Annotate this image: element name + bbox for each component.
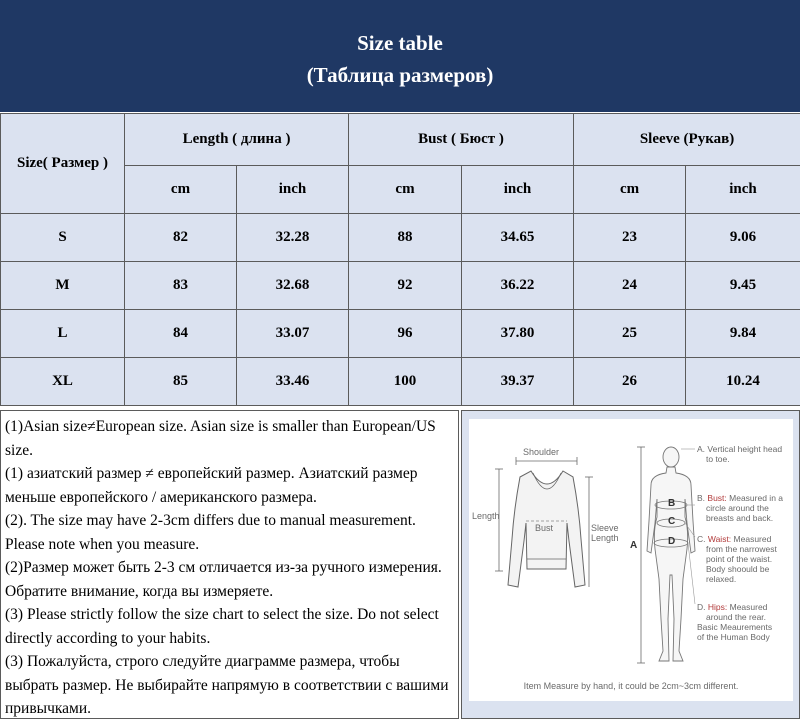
bust-header-cell: Bust ( Бюст ) xyxy=(349,114,574,166)
shoulder-arrow xyxy=(516,457,577,465)
note-bust-prefix: B. xyxy=(697,493,708,503)
value-cell: 33.07 xyxy=(237,310,349,358)
length-header-cell: Length ( длина ) xyxy=(125,114,349,166)
note-height xyxy=(697,444,782,464)
size-table xyxy=(0,113,800,406)
sleeve-header-cell: Sleeve (Рукав) xyxy=(574,114,800,166)
sleeve-label: Sleeve xyxy=(591,523,619,533)
note-hips-highlight: Hips: xyxy=(707,602,728,612)
unit-cell: cm xyxy=(125,166,237,214)
value-cell: 9.06 xyxy=(686,214,800,262)
note-hips-line-2: around the rear. xyxy=(706,612,767,622)
note-waist-line-4: Body shoould be xyxy=(706,564,770,574)
size-header-cell: Size( Размер ) xyxy=(1,114,125,214)
note-waist xyxy=(697,534,777,584)
table-row xyxy=(1,358,800,406)
note-height-line-1: A. Vertical height head xyxy=(697,444,783,454)
note-bust xyxy=(697,493,783,523)
note-waist-prefix: C. xyxy=(697,534,708,544)
table-row xyxy=(1,262,800,310)
bust-label: Bust xyxy=(535,523,554,533)
note-1-en: (1)Asian size≠European size. Asian size is smaller than European/US size. xyxy=(5,418,436,459)
unit-cell: cm xyxy=(574,166,686,214)
letter-d: D xyxy=(668,536,676,547)
letter-b: B xyxy=(668,498,676,509)
title-english: Size table xyxy=(357,31,443,55)
note-hips-text: Measured xyxy=(727,602,768,612)
title-russian: (Таблица размеров) xyxy=(306,63,494,87)
size-label-cell: M xyxy=(1,262,125,310)
note-1-ru: (1) азиатский размер ≠ европейский размер. Азиатский размер меньше европейского / американского размера. xyxy=(5,465,418,506)
note-bust-text: Measured in a xyxy=(726,493,784,503)
unit-cell: inch xyxy=(686,166,800,214)
value-cell: 26 xyxy=(574,358,686,406)
value-cell: 92 xyxy=(349,262,462,310)
note-waist-highlight: Waist: xyxy=(707,534,732,544)
letter-c: C xyxy=(668,516,676,527)
value-cell: 36.22 xyxy=(462,262,574,310)
title-banner xyxy=(0,0,800,112)
unit-cell: cm xyxy=(349,166,462,214)
value-cell: 33.46 xyxy=(237,358,349,406)
note-bust-line-1 xyxy=(697,493,783,503)
length-label: Length xyxy=(472,511,500,521)
note-waist-line-1 xyxy=(697,534,777,544)
notes-panel xyxy=(0,410,459,719)
unit-cell: inch xyxy=(462,166,574,214)
value-cell: 85 xyxy=(125,358,237,406)
value-cell: 96 xyxy=(349,310,462,358)
height-arrow xyxy=(637,447,645,663)
value-cell: 23 xyxy=(574,214,686,262)
value-cell: 25 xyxy=(574,310,686,358)
value-cell: 32.68 xyxy=(237,262,349,310)
table-row xyxy=(1,214,800,262)
note-hips-line-3: Basic Meaurements xyxy=(697,622,773,632)
note-waist-line-2: from the narrowest xyxy=(706,544,777,554)
value-cell: 88 xyxy=(349,214,462,262)
size-label-cell: S xyxy=(1,214,125,262)
value-cell: 32.28 xyxy=(237,214,349,262)
size-label-cell: L xyxy=(1,310,125,358)
note-3-en: (3) Please strictly follow the size chart to select the size. Do not select directly according to your habits. xyxy=(5,606,439,647)
value-cell: 100 xyxy=(349,358,462,406)
size-label-cell: XL xyxy=(1,358,125,406)
value-cell: 84 xyxy=(125,310,237,358)
value-cell: 39.37 xyxy=(462,358,574,406)
sleeve-length-label: Length xyxy=(591,533,619,543)
value-cell: 9.45 xyxy=(686,262,800,310)
note-bust-line-3: breasts and back. xyxy=(706,513,774,523)
note-3-ru: (3) Пожалуйста, строго следуйте диаграмме размера, чтобы выбрать размер. Не выбирайте напрямую в соответствии с вашими привычками. xyxy=(5,653,449,717)
body-outline xyxy=(647,447,695,661)
note-hips-line-4: of the Human Body xyxy=(697,632,770,642)
note-hips-line-1 xyxy=(697,602,772,612)
note-bust-highlight: Bust: xyxy=(707,493,727,503)
note-waist-line-3: point of the waist. xyxy=(706,554,773,564)
value-cell: 82 xyxy=(125,214,237,262)
letter-a: A xyxy=(630,540,638,551)
measurement-diagram xyxy=(469,419,793,701)
value-cell: 37.80 xyxy=(462,310,574,358)
measure-disclaimer: Item Measure by hand, it could be 2cm~3cm different. xyxy=(523,681,739,691)
note-2-ru: (2)Размер может быть 2-3 см отличается из-за ручного измерения. Обратите внимание, когда вы измеряете. xyxy=(5,559,442,600)
value-cell: 9.84 xyxy=(686,310,800,358)
note-waist-line-5: relaxed. xyxy=(706,574,737,584)
value-cell: 83 xyxy=(125,262,237,310)
unit-cell: inch xyxy=(237,166,349,214)
shoulder-label: Shoulder xyxy=(523,447,560,457)
note-waist-text: Measured xyxy=(731,534,772,544)
note-hips xyxy=(697,602,772,642)
value-cell: 10.24 xyxy=(686,358,800,406)
measurement-diagram-panel xyxy=(461,410,800,719)
table-row xyxy=(1,310,800,358)
note-2-en: (2). The size may have 2-3cm differs due to manual measurement. Please note when you measure. xyxy=(5,512,416,553)
note-height-line-2: to toe. xyxy=(706,454,730,464)
value-cell: 24 xyxy=(574,262,686,310)
note-bust-line-2: circle around the xyxy=(706,503,769,513)
value-cell: 34.65 xyxy=(462,214,574,262)
note-hips-prefix: D. xyxy=(697,602,708,612)
